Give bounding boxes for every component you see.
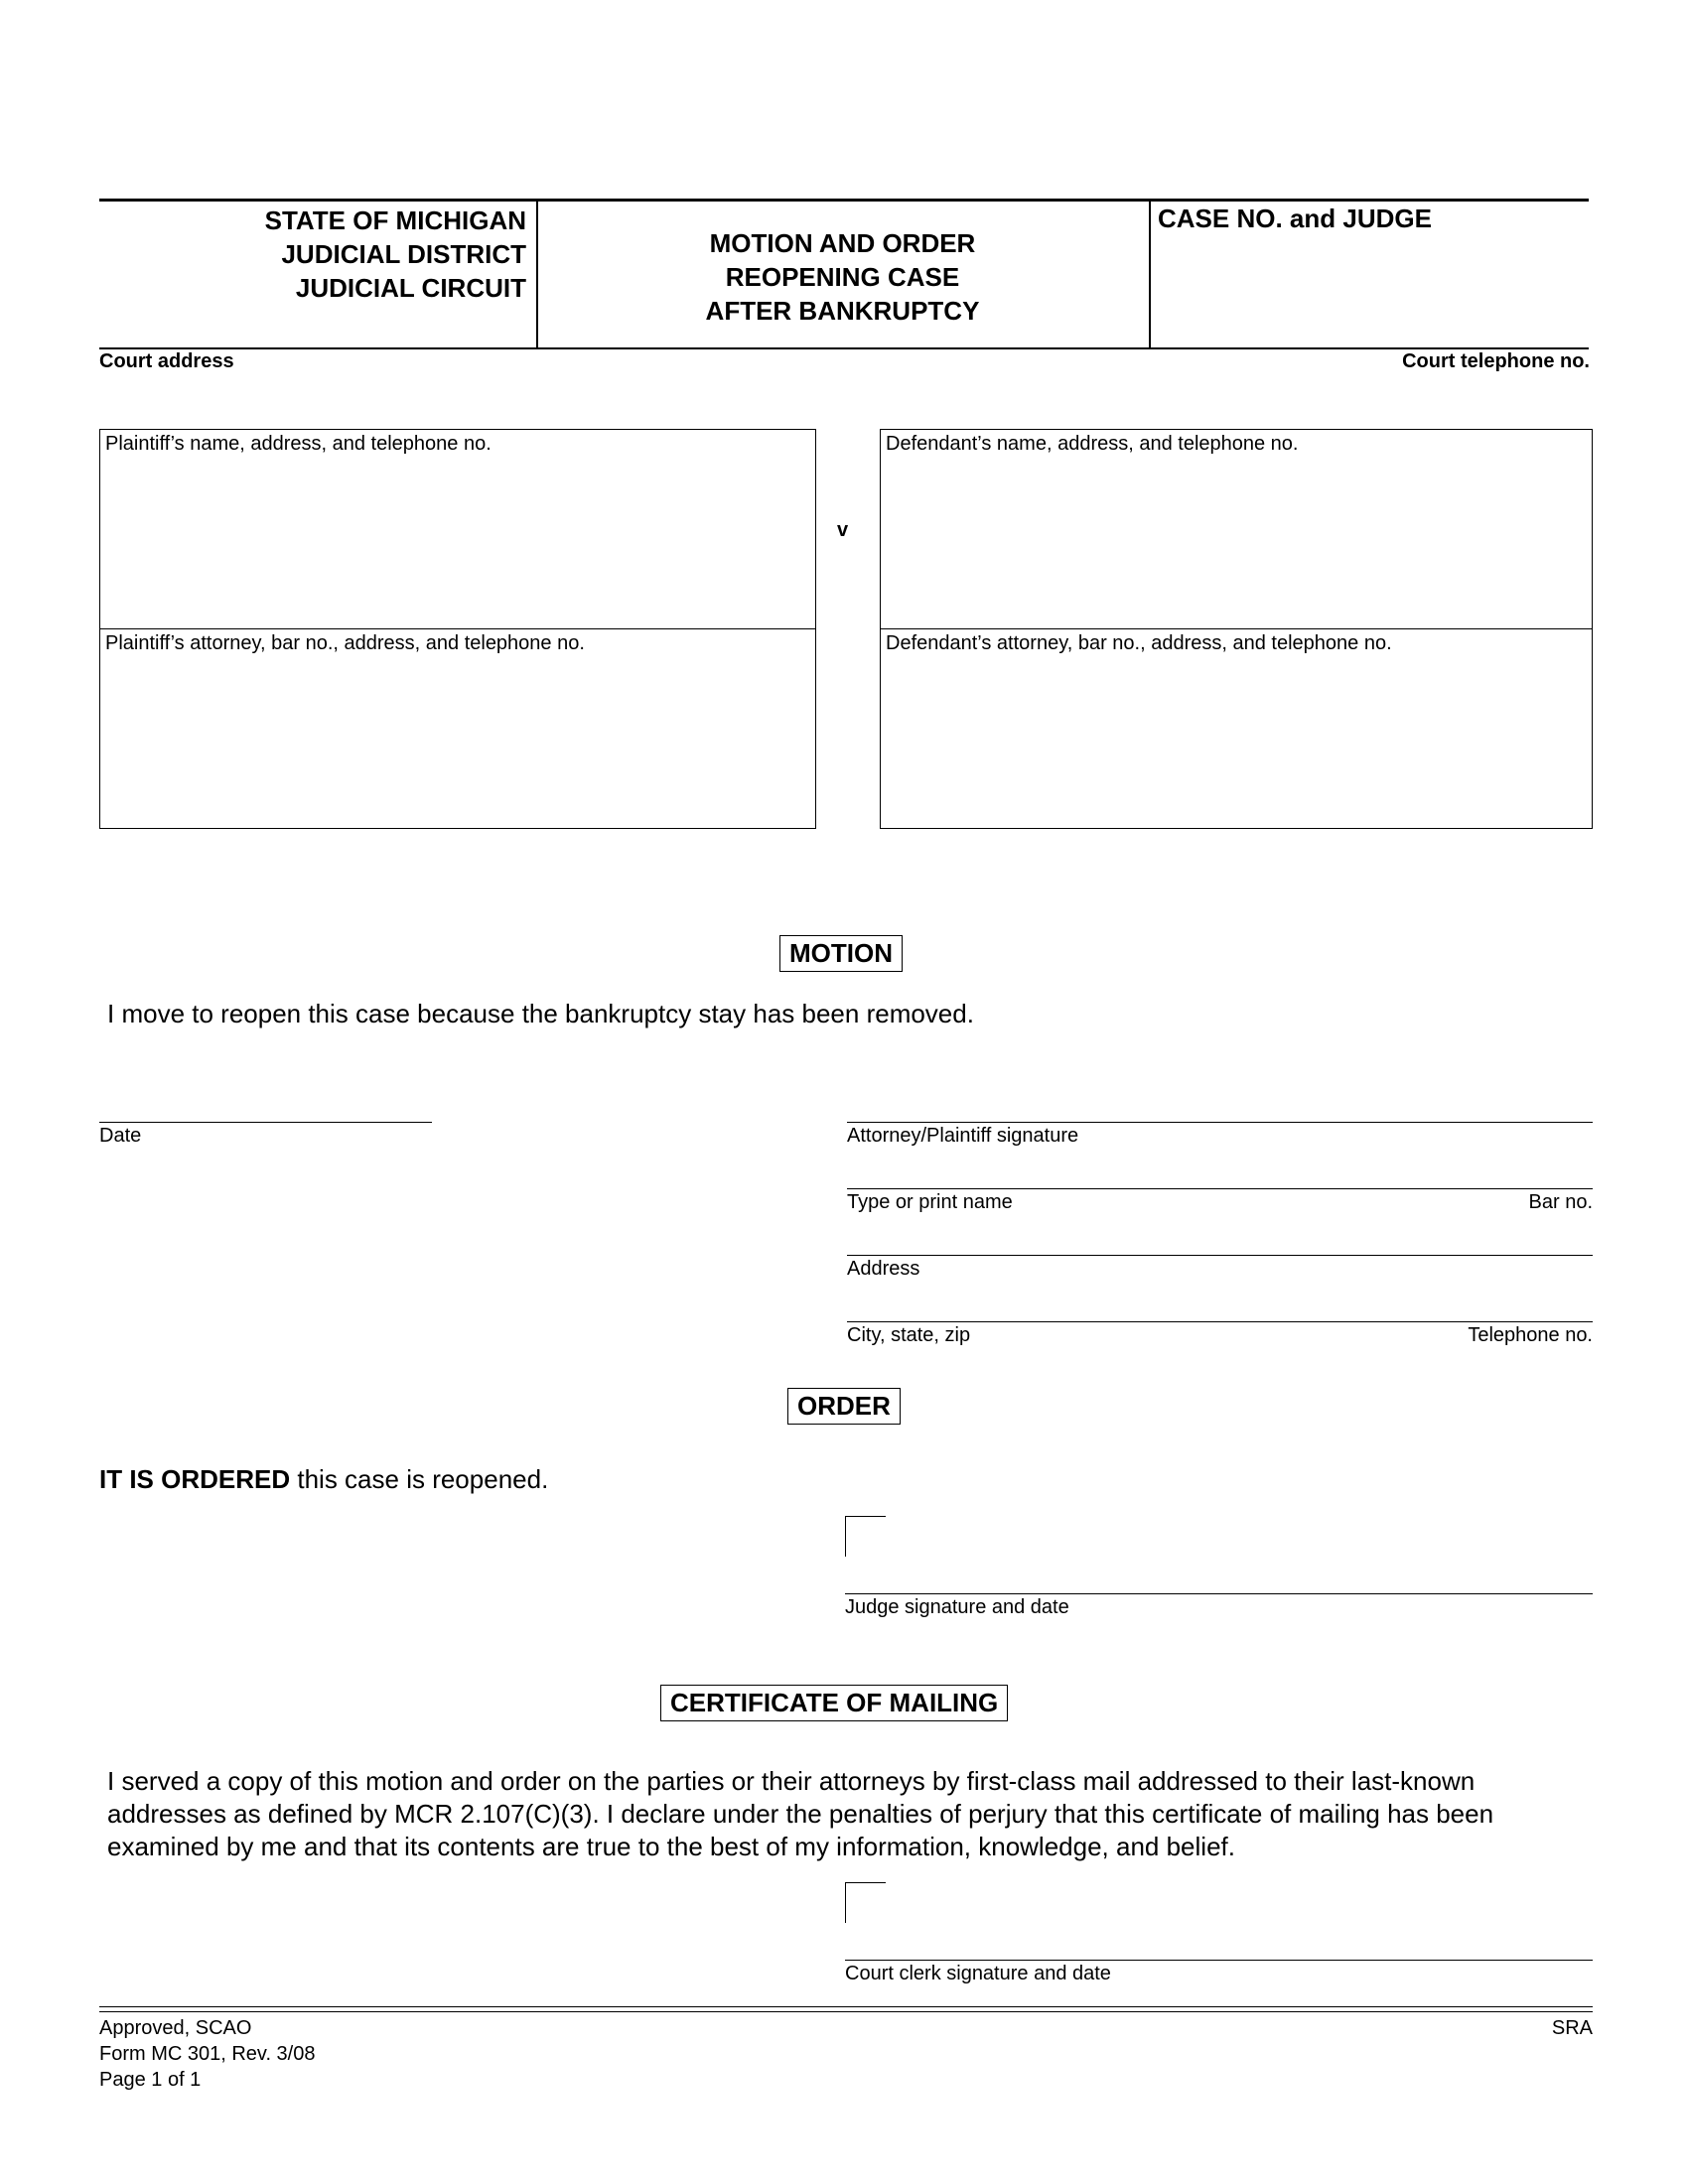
court-line-circuit: JUDICIAL CIRCUIT [295,273,526,303]
address-line[interactable] [847,1255,1593,1256]
court-telephone-label: Court telephone no. [1402,350,1590,372]
form-title [536,226,1149,328]
certificate-line-1: I served a copy of this motion and order on the parties or their attorneys by first-class mail addressed to their last-known [107,1766,1476,1796]
city-state-zip-label: City, state, zip [847,1324,971,1346]
versus-label: v [837,519,849,541]
clerk-signature-line[interactable] [845,1960,1593,1961]
header-bottom-rule [99,347,1589,349]
header-top-rule [99,199,1589,202]
address-label: Address [847,1258,920,1280]
judge-signature-label: Judge signature and date [845,1596,1069,1618]
clerk-signature-label: Court clerk signature and date [845,1963,1111,1984]
footer-approved: Approved, SCAO [99,2017,252,2039]
plaintiff-label: Plaintiff’s name, address, and telephone no. [105,433,492,455]
defendant-attorney-field[interactable] [881,629,1592,829]
defendant-attorney-label: Defendant’s attorney, bar no., address, and telephone no. [886,631,1392,654]
court-address-label: Court address [99,350,234,372]
city-state-zip-line[interactable] [847,1321,1593,1322]
motion-heading: MOTION [779,935,903,972]
footer-form-number: Form MC 301, Rev. 3/08 [99,2043,316,2065]
form-title-line-1: MOTION AND ORDER [709,228,976,258]
certificate-heading: CERTIFICATE OF MAILING [660,1685,1008,1721]
certificate-line-2: addresses as defined by MCR 2.107(C)(3). I declare under the penalties of perjury that this certificate of mailing has been [107,1799,1494,1829]
court-name-block [265,204,526,305]
case-number-judge-field[interactable]: CASE NO. and JUDGE [1158,204,1432,233]
date-label: Date [99,1125,142,1147]
plaintiff-field[interactable] [100,430,815,629]
attorney-signature-line[interactable] [847,1122,1593,1123]
order-text-rest: this case is reopened. [290,1464,549,1494]
header-divider-right [1149,199,1151,347]
court-line-state: STATE OF MICHIGAN [264,205,526,235]
print-name-label: Type or print name [847,1191,1013,1213]
judge-signature-line[interactable] [845,1593,1593,1594]
footer-page-number: Page 1 of 1 [99,2069,202,2091]
order-text [99,1463,548,1496]
print-name-line[interactable] [847,1188,1593,1189]
footer-rule-bottom [99,2011,1593,2012]
certificate-line-3: examined by me and that its contents are true to the best of my information, knowledge, and belief. [107,1832,1235,1861]
plaintiff-attorney-label: Plaintiff’s attorney, bar no., address, and telephone no. [105,631,585,654]
footer-code: SRA [1551,2017,1593,2039]
bar-number-label: Bar no. [1528,1191,1593,1213]
form-title-line-2: REOPENING CASE [725,262,960,292]
footer-rule-top [99,2006,1593,2007]
order-heading: ORDER [787,1388,901,1425]
defendant-field[interactable] [881,430,1592,629]
order-text-bold: IT IS ORDERED [99,1464,291,1494]
footer-info [99,2015,315,2093]
plaintiff-box [99,429,816,829]
defendant-box [880,429,1593,829]
form-title-line-3: AFTER BANKRUPTCY [705,296,980,326]
court-line-district: JUDICIAL DISTRICT [281,239,526,269]
telephone-label: Telephone no. [1468,1324,1593,1346]
clerk-seal-corner-icon [845,1882,886,1923]
attorney-signature-label: Attorney/Plaintiff signature [847,1125,1079,1147]
defendant-label: Defendant’s name, address, and telephone no. [886,433,1299,455]
plaintiff-attorney-field[interactable] [100,629,815,829]
judge-seal-corner-icon [845,1516,886,1557]
date-line[interactable] [99,1122,432,1123]
certificate-text [107,1765,1593,1863]
motion-text: I move to reopen this case because the bankruptcy stay has been removed. [107,999,974,1028]
